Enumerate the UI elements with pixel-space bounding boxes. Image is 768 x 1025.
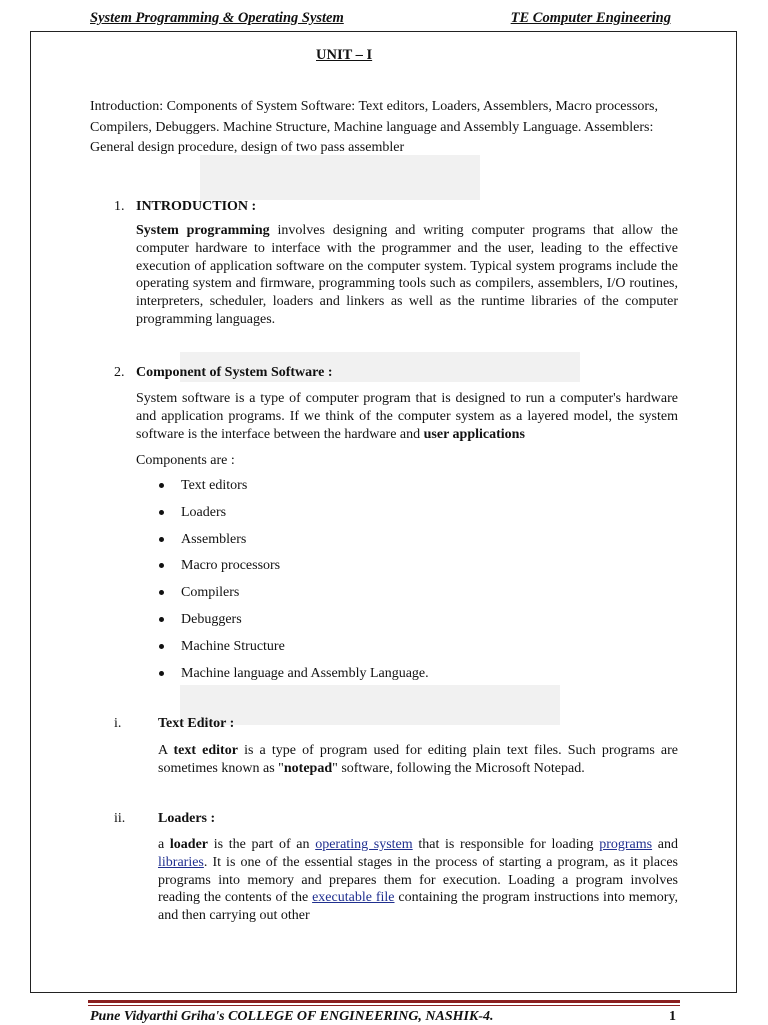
section-1-number: 1. — [114, 199, 125, 214]
bold-term: text editor — [173, 743, 238, 758]
syllabus-intro: Introduction: Components of System Software: Text editors, Loaders, Assemblers, Macro processors, Compilers, Debuggers. Machine Structure, Machine language and Assembly Language. Assemblers: General design procedure, design of two pass assembler — [90, 99, 658, 155]
list-item: Assemblers — [157, 531, 557, 558]
bullet-icon — [159, 644, 164, 649]
bullet-icon — [159, 563, 164, 568]
subsection-ii-heading: Loaders : — [158, 811, 216, 826]
components-label: Components are : — [136, 453, 235, 468]
list-item: Machine Structure — [157, 638, 557, 665]
watermark — [200, 155, 480, 200]
bullet-icon — [159, 590, 164, 595]
subsection-ii-number: ii. — [114, 811, 126, 826]
components-list — [157, 477, 557, 691]
link-programs[interactable]: programs — [599, 837, 653, 852]
subsection-i-paragraph: A text editor is a type of program used for editing plain text files. Such programs are sometimes known as "notepad" software, following the Microsoft Notepad. — [158, 743, 679, 776]
subsection-i-number: i. — [114, 716, 122, 731]
subsection-ii-paragraph: a loader is the part of an operating system that is responsible for loading programs and libraries. It is one of the essential stages in the process of starting a program, as it places programs into memory and prepares them for execution. Loading a program involves reading the contents of the executable file containing the program instructions into memory, and then carrying out other — [158, 837, 678, 924]
paragraph-text: involves designing and writing computer programs that allow the computer hardware to interface with the programmer and the user, leading to the effective execution of application software on the computer system. Typical system programs include the operating system and firmware, programming tools such as compilers, assemblers, I/O routines, interpreters, scheduler, loaders and linkers as well as the runtime libraries of the computer programming languages. — [136, 223, 679, 327]
header-right-title: TE Computer Engineering — [510, 10, 671, 26]
list-item: Compilers — [157, 584, 557, 611]
link-executable-file[interactable]: executable file — [312, 890, 395, 906]
footer-college-name: Pune Vidyarthi Griha's COLLEGE OF ENGINEERING, NASHIK-4. — [90, 1009, 494, 1024]
unit-title: UNIT – I — [316, 47, 373, 63]
footer-rule — [88, 1005, 680, 1006]
bullet-icon — [159, 537, 164, 542]
header-left-title: System Programming & Operating System — [90, 10, 344, 26]
bullet-icon — [159, 483, 164, 488]
page-number: 1 — [669, 1009, 676, 1024]
bold-term: user applications — [423, 426, 525, 442]
link-operating-system[interactable]: operating system — [315, 837, 413, 852]
list-item: Loaders — [157, 504, 557, 531]
list-item: Macro processors — [157, 557, 557, 584]
bold-term: loader — [169, 837, 209, 852]
list-item: Text editors — [157, 477, 557, 504]
bullet-icon — [159, 617, 164, 622]
bold-term: notepad — [283, 760, 333, 776]
section-1-paragraph — [136, 222, 678, 329]
section-2-heading: Component of System Software : — [136, 365, 333, 380]
paragraph-text: System software is a type of computer program that is designed to run a computer's hardware and application programs. If we think of the computer system as a layered model, the system software is the interface between the hardware and — [136, 391, 678, 442]
section-1-heading: INTRODUCTION : — [136, 199, 257, 214]
bullet-icon — [159, 510, 164, 515]
list-item: Debuggers — [157, 611, 557, 638]
subsection-i-heading: Text Editor : — [158, 716, 235, 731]
bold-term: System programming — [136, 223, 270, 238]
footer-rule — [88, 1000, 680, 1003]
list-item: Machine language and Assembly Language. — [157, 665, 557, 692]
section-2-paragraph — [136, 390, 678, 443]
bullet-icon — [159, 671, 164, 676]
link-libraries[interactable]: libraries — [158, 854, 204, 870]
section-2-number: 2. — [114, 365, 125, 380]
